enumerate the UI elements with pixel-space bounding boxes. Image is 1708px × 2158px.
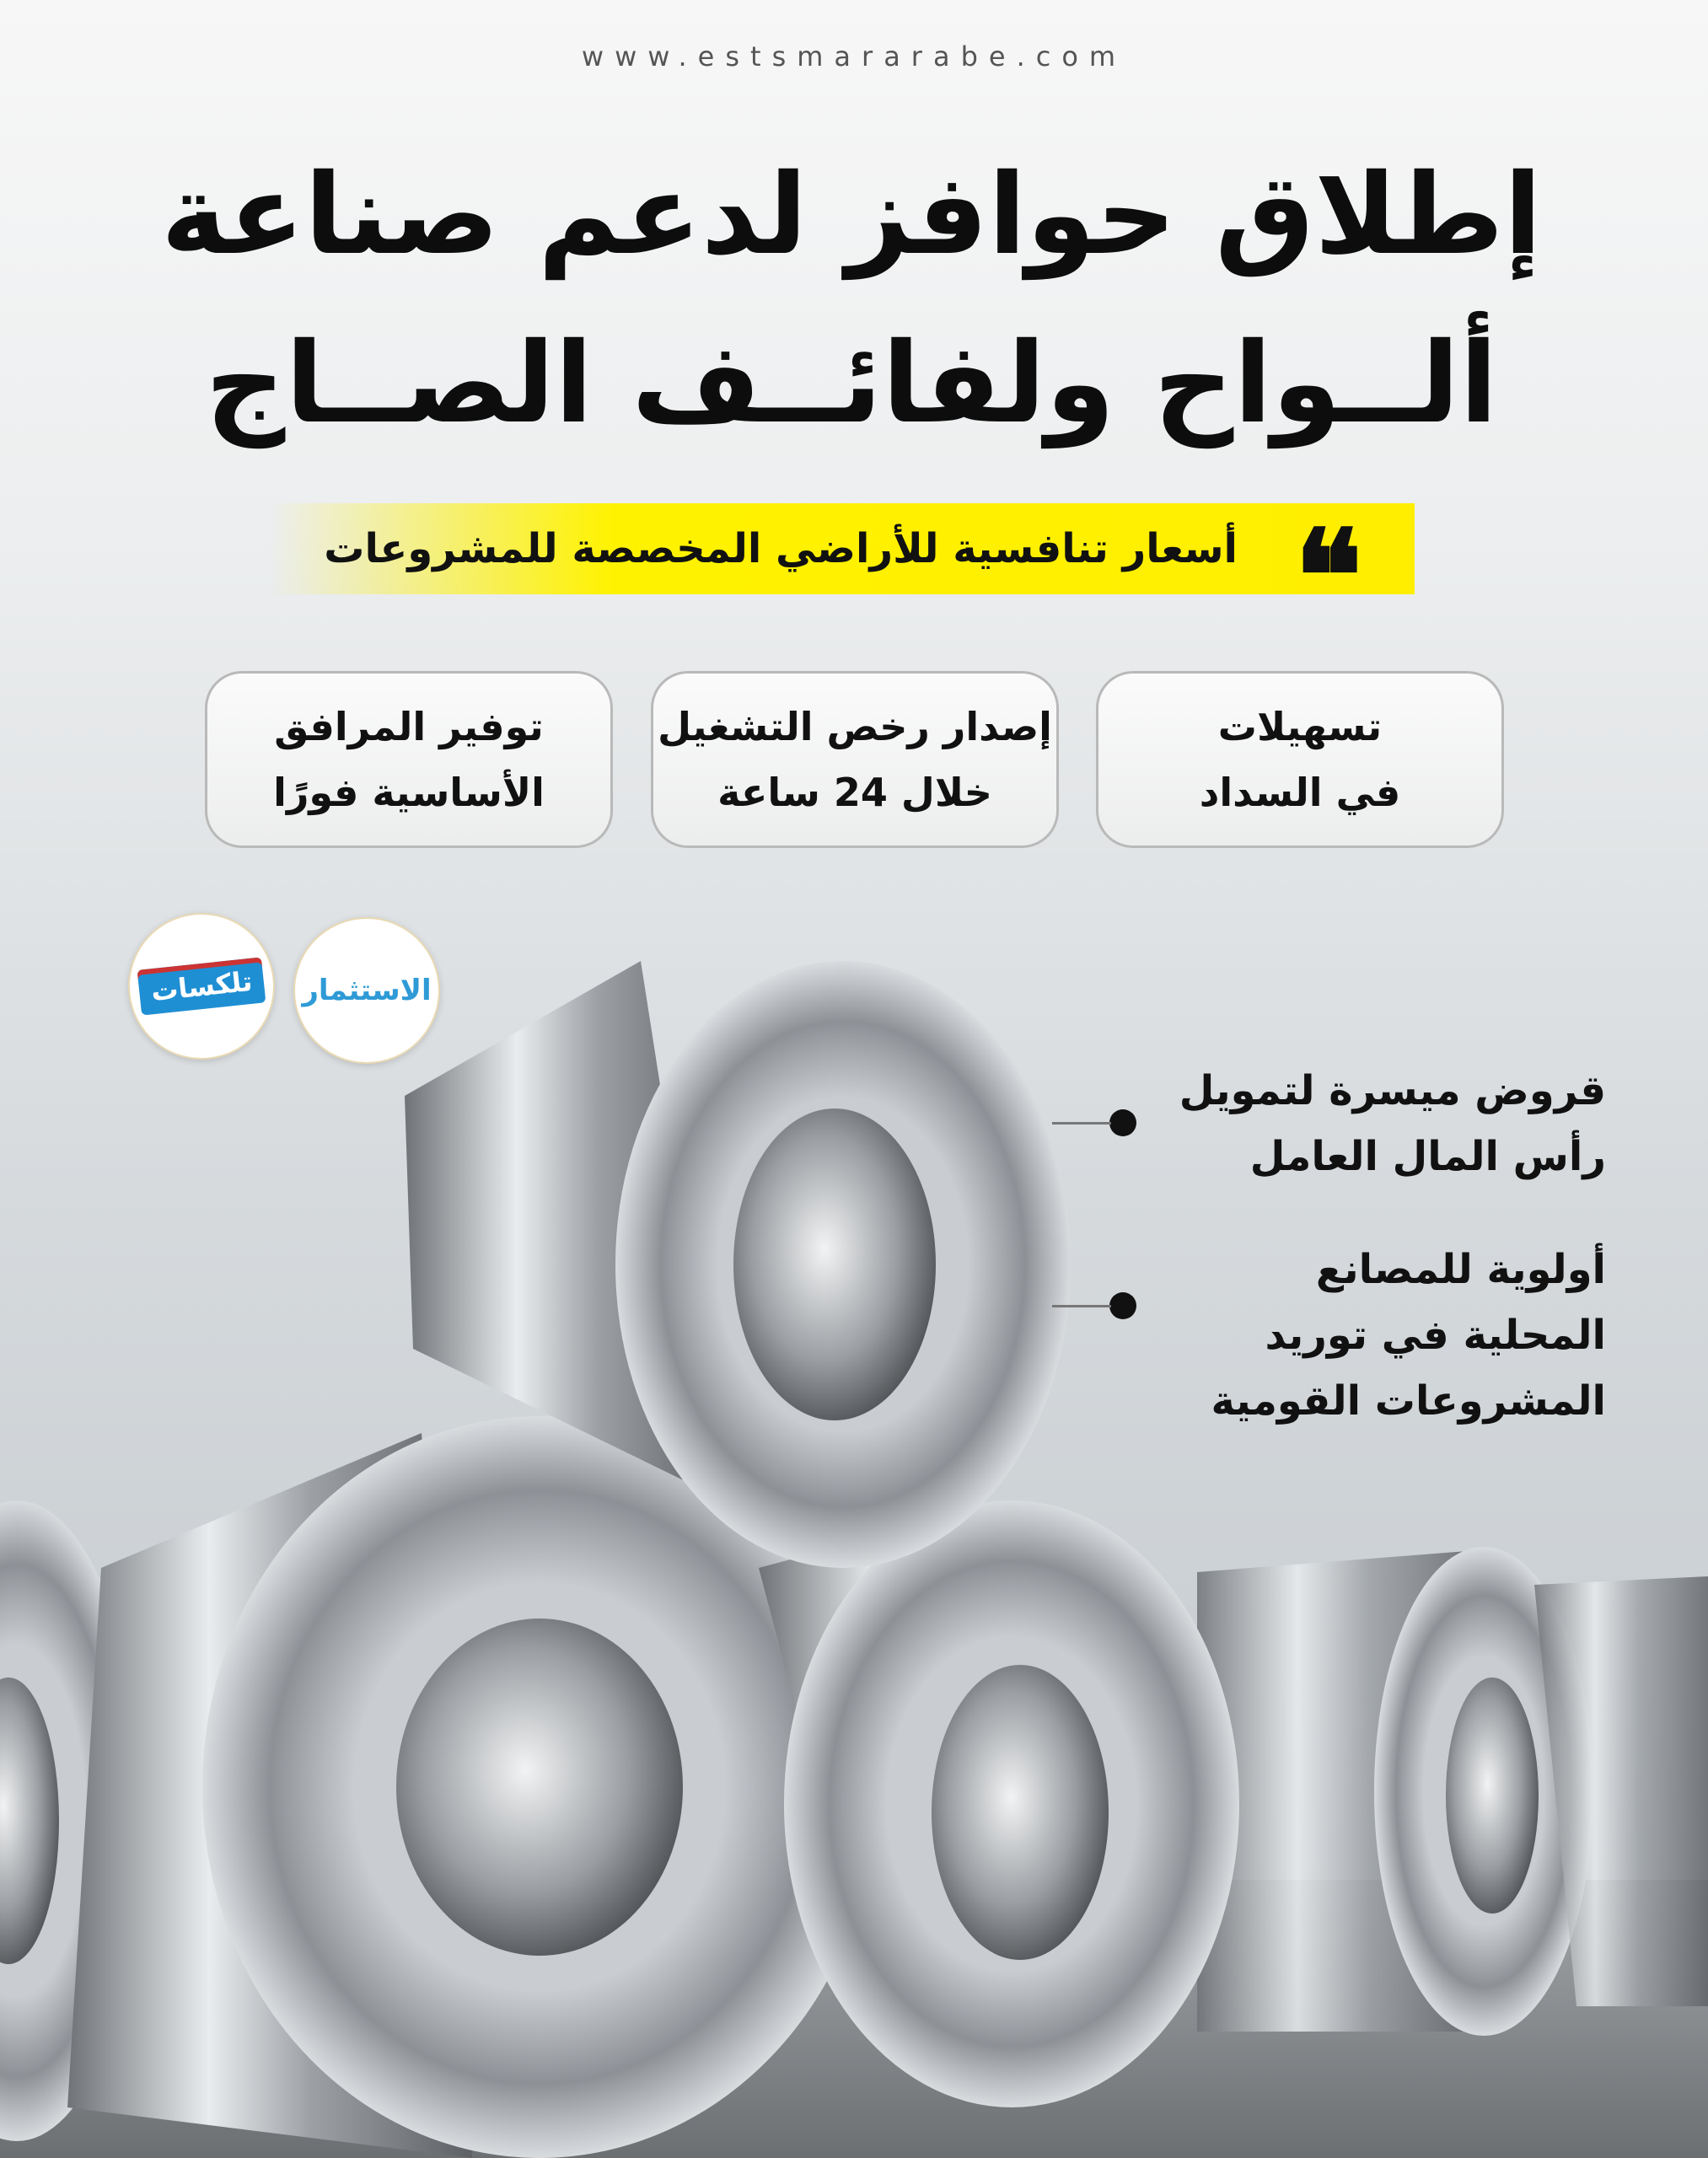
bullet-connector-line [1052, 1305, 1111, 1307]
bullet-connector-line [1052, 1122, 1111, 1125]
quote-icon: ❝ [1294, 502, 1362, 651]
card-payment-facilities: تسهيلات في السداد [1096, 671, 1504, 848]
bullet-local-factories-priority: أولوية للمصانع المحلية في توريد المشروعات القومية [1211, 1246, 1606, 1425]
page-title: إطلاق حوافز لدعم صناعة ألــواح ولفائــف الصــاج [160, 150, 1543, 448]
bullet-working-capital-loans: قروض ميسرة لتمويل رأس المال العامل [1179, 1067, 1606, 1180]
card-utilities: توفير المرافق الأساسية فورًا [205, 671, 613, 848]
bullet-dot [1109, 1109, 1136, 1136]
highlight-banner [270, 502, 1415, 651]
telexat-logo-text: تلكسات [137, 957, 266, 1015]
estesmar-logo-text: الاستثمار [302, 974, 432, 1007]
highlight-text: أسعار تنافسية للأراضي المخصصة للمشروعات [324, 525, 1238, 572]
card-operating-licenses: إصدار رخص التشغيل خلال 24 ساعة [651, 671, 1059, 848]
bullet-dot [1109, 1292, 1136, 1319]
site-url: www.estsmararabe.com [581, 40, 1127, 72]
